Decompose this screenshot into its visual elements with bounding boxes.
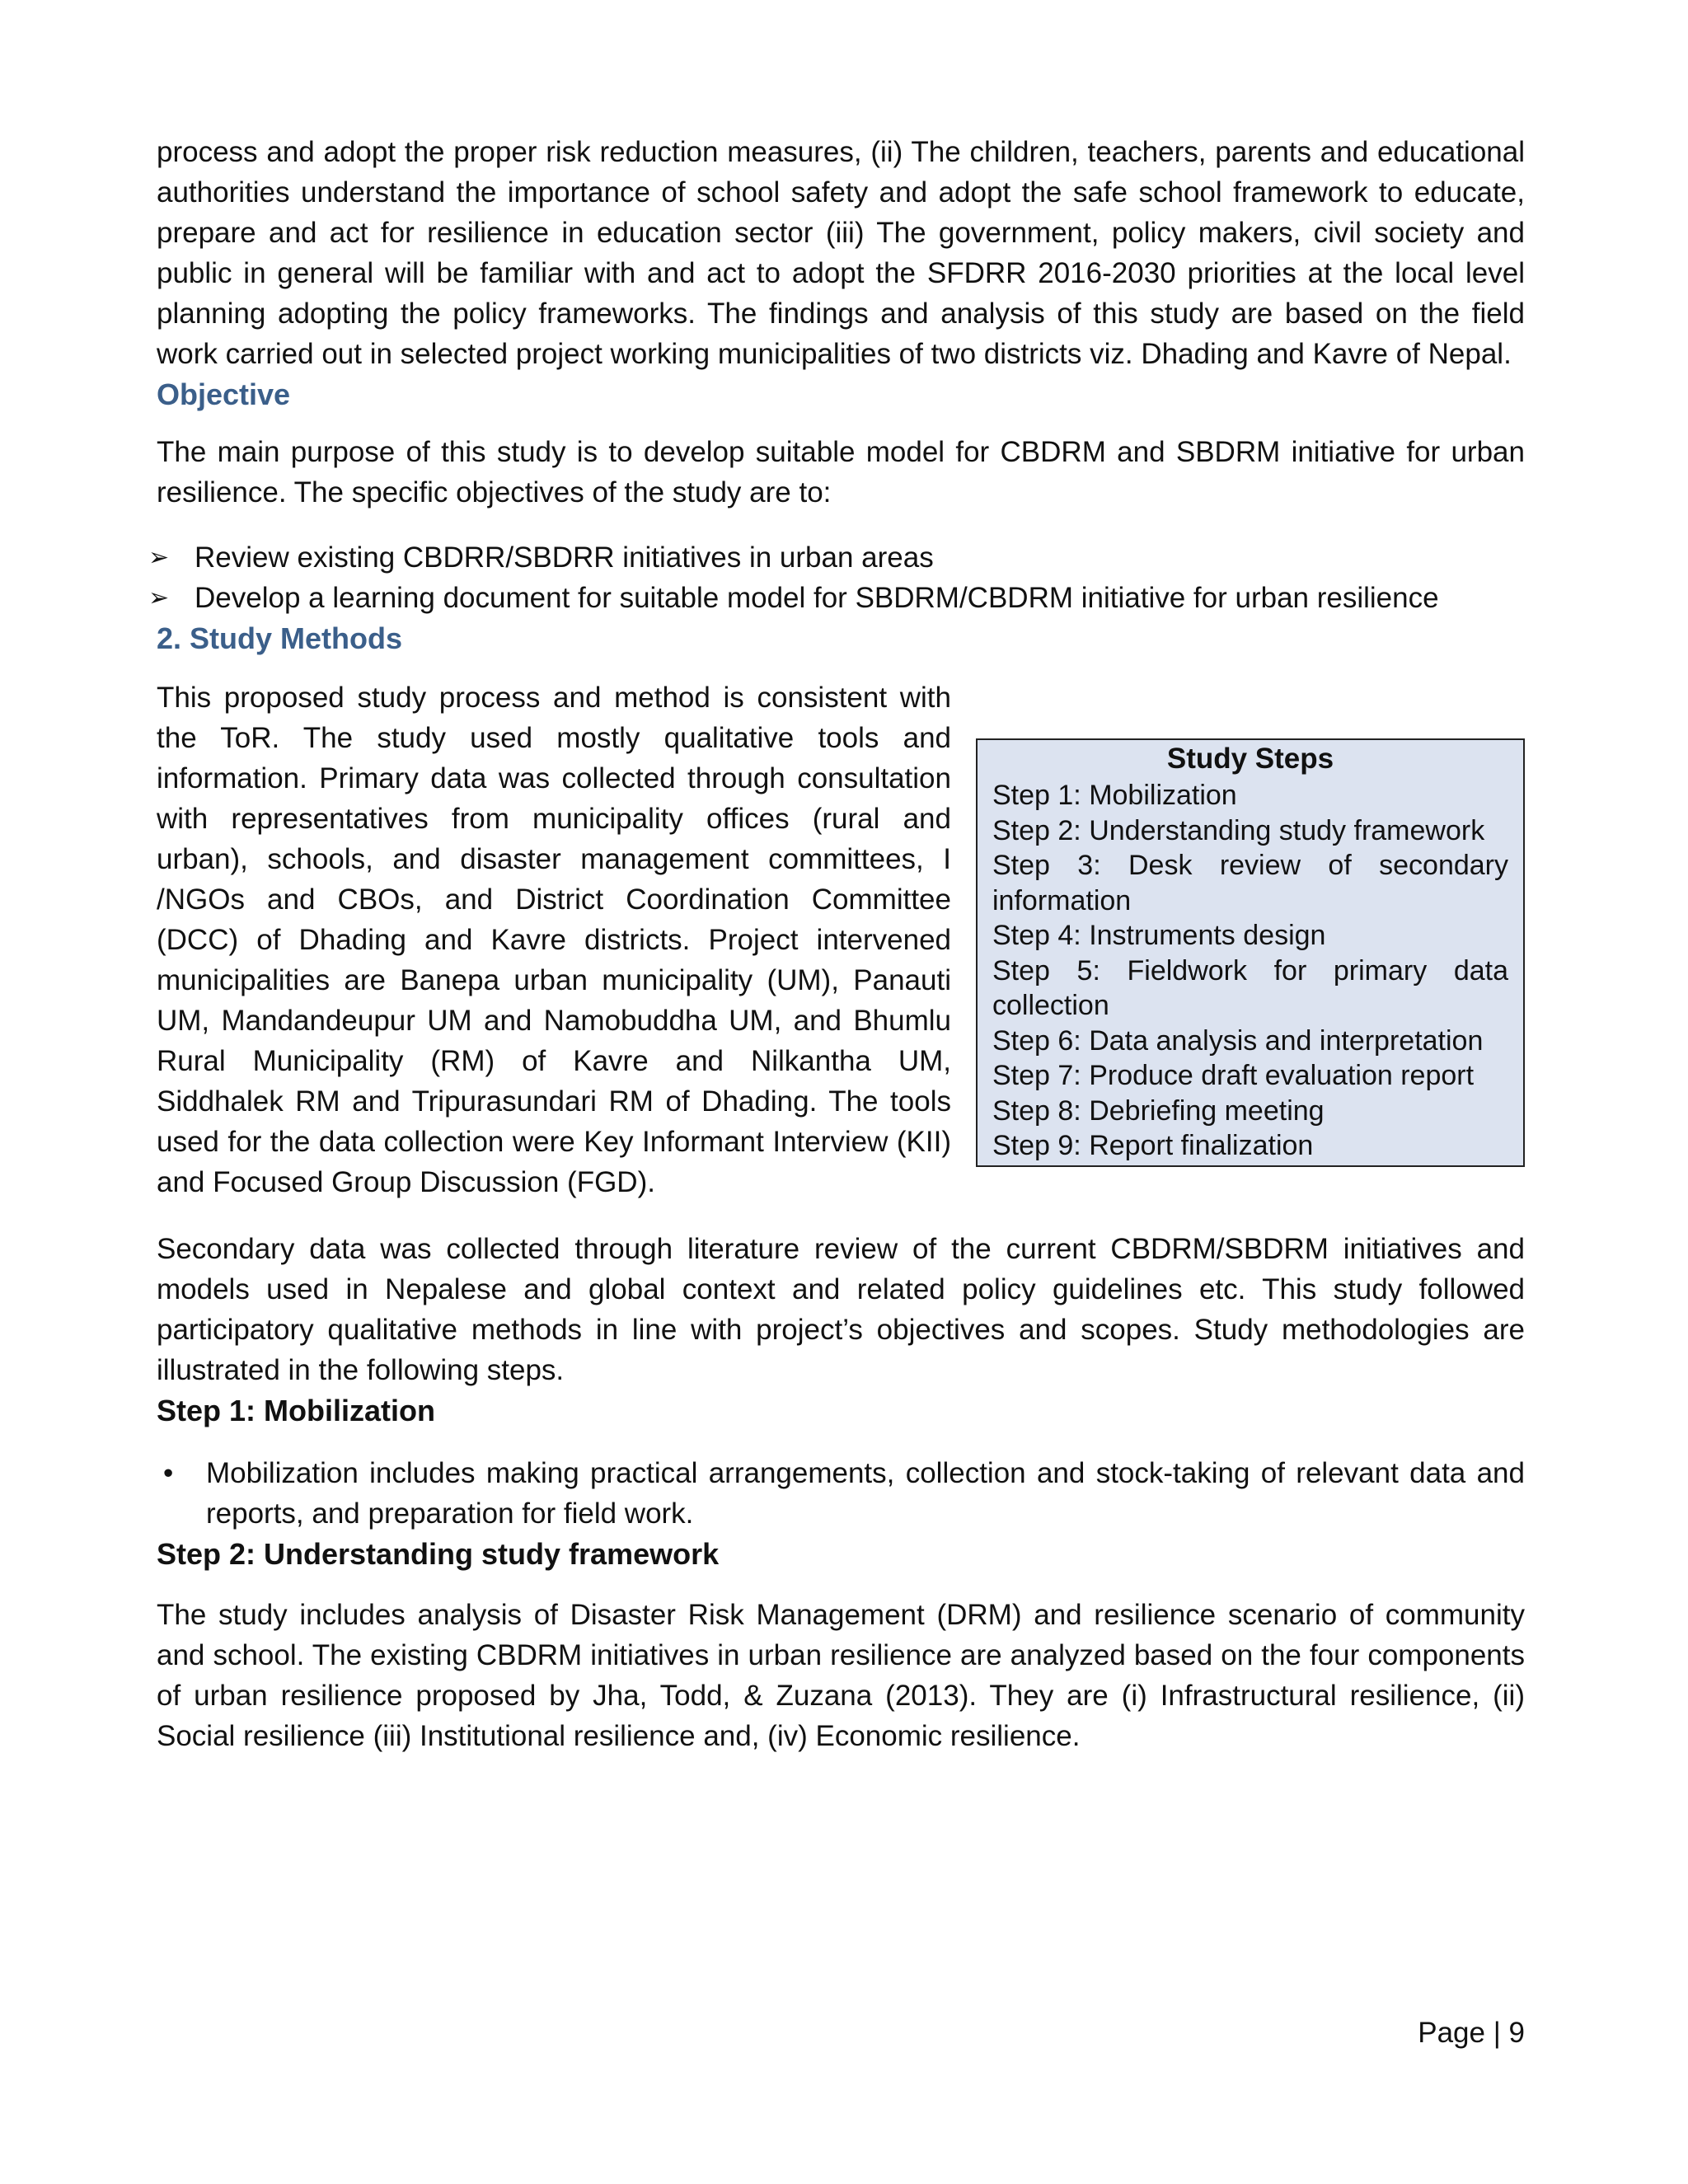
study-step: Step 3: Desk review of secondary information (992, 850, 1508, 916)
study-steps-title: Study Steps (1166, 743, 1334, 775)
study-step: Step 6: Data analysis and interpretation (992, 1024, 1484, 1057)
step2-paragraph: The study includes analysis of Disaster Risk Management (DRM) and resilience scenario of community and school. The existing CBDRM initiatives in urban resilience are analyzed based on the four components of urban resilience proposed by Jha, Todd, & Zuzana (2013). They are (i) Infrastructural resilience, (ii) Social resilience (iii) Institutional resilience and, (iv) Economic resilience. (157, 1599, 1525, 1752)
objective-heading: Objective (157, 377, 291, 411)
step1-list (157, 1453, 1525, 1534)
list-item (157, 1453, 1525, 1534)
objective-paragraph: The main purpose of this study is to develop suitable model for CBDRM and SBDRM initiative for urban resilience. The specific objectives of the study are to: (157, 436, 1525, 509)
list-item (148, 578, 1525, 618)
objective-list (148, 537, 1525, 618)
study-step: Step 8: Debriefing meeting (992, 1094, 1325, 1127)
study-step: Step 1: Mobilization (992, 780, 1237, 811)
study-step: Step 2: Understanding study framework (992, 814, 1485, 846)
study-steps-box (976, 738, 1525, 1167)
step1-heading: Step 1: Mobilization (157, 1394, 435, 1427)
study-step: Step 4: Instruments design (992, 920, 1326, 951)
arrow-bullet-icon: ➢ (148, 544, 170, 571)
study-step: Step 7: Produce draft evaluation report (992, 1060, 1475, 1091)
study-methods-section (157, 677, 1525, 1390)
study-methods-paragraph: This proposed study process and method is consistent with the ToR. The study used mostly qualitative tools and information. Primary data was collected through consultation with representatives from municipality offices (rural and urban), schools, and disaster management committees, I /NGOs and CBOs, and District Coordination Committee (DCC) of Dhading and Kavre districts. Project intervened municipalities are Banepa urban municipality (UM), Panauti UM, Mandandeupur UM and Namobuddha UM, and Bhumlu Rural Municipality (RM) of Kavre and Nilkantha UM, Siddhalek RM and Tripurasundari RM of Dhading. The tools used for the data collection were Key Informant Interview (KII) and Focused Group Discussion (FGD). (157, 682, 951, 1198)
secondary-data-paragraph: Secondary data was collected through literature review of the current CBDRM/SBDRM initiatives and models used in Nepalese and global context and related policy guidelines etc. This study followed participatory qualitative methods in line with project’s objectives and scopes. Study methodologies are illustrated in the following steps. (157, 1233, 1525, 1386)
page-number: Page | 9 (1418, 2017, 1525, 2049)
objective-item-text: Review existing CBDRR/SBDRR initiatives in urban areas (195, 541, 934, 574)
study-methods-heading: 2. Study Methods (157, 621, 403, 655)
list-item (148, 537, 1525, 578)
document-page (148, 132, 1525, 1756)
step2-heading: Step 2: Understanding study framework (157, 1537, 720, 1571)
objective-item-text: Develop a learning document for suitable model for SBDRM/CBDRM initiative for urban resilience (195, 582, 1439, 614)
arrow-bullet-icon: ➢ (148, 584, 170, 612)
bullet-dot-icon: • (163, 1457, 174, 1489)
step1-bullet-text: Mobilization includes making practical arrangements, collection and stock-taking of relevant data and reports, and preparation for field work. (206, 1457, 1525, 1530)
study-step: Step 9: Report finalization (992, 1130, 1314, 1161)
study-step: Step 5: Fieldwork for primary data collection (992, 954, 1508, 1021)
intro-paragraph: process and adopt the proper risk reduction measures, (ii) The children, teachers, parents and educational authorities understand the importance of school safety and adopt the safe school framework to educate, prepare and act for resilience in education sector (iii) The government, policy makers, civil society and public in general will be familiar with and act to adopt the SFDRR 2016-2030 priorities at the local level planning adopting the policy frameworks. The findings and analysis of this study are based on the field work carried out in selected project working municipalities of two districts viz. Dhading and Kavre of Nepal. (157, 136, 1525, 370)
